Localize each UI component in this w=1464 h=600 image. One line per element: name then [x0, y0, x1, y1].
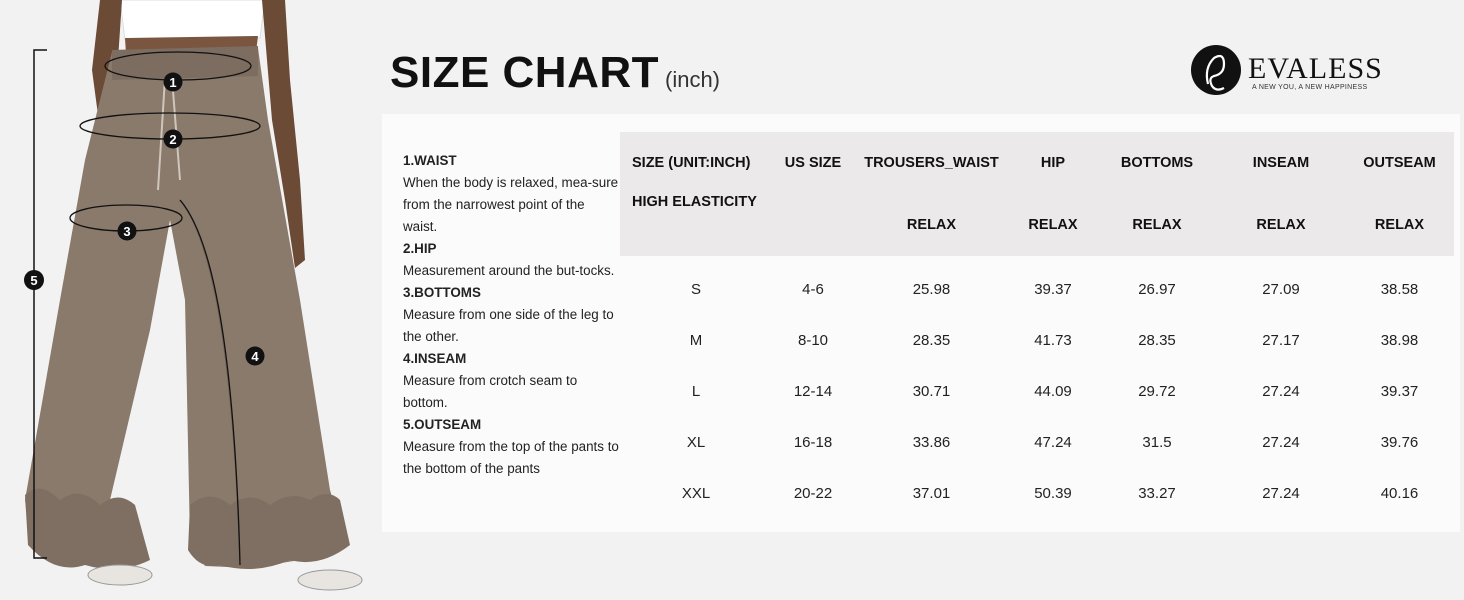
cell-size: L [620, 366, 772, 417]
cell-outseam: 39.76 [1345, 417, 1454, 468]
subheader-outseam: RELAX [1345, 194, 1454, 256]
cell-bottoms: 31.5 [1097, 417, 1217, 468]
cell-us-size: 8-10 [772, 315, 854, 366]
brand-name: EVALESS [1248, 52, 1383, 85]
subheader-waist: RELAX [854, 194, 1009, 256]
cell-bottoms: 28.35 [1097, 315, 1217, 366]
table-row [620, 264, 1454, 315]
cell-hip: 47.24 [1009, 417, 1097, 468]
table-body [620, 256, 1454, 519]
cell-inseam: 27.24 [1217, 417, 1345, 468]
page-title [390, 48, 720, 98]
product-photo [0, 0, 380, 600]
marker-3 [118, 222, 137, 241]
cell-hip: 44.09 [1009, 366, 1097, 417]
cell-trousers-waist: 30.71 [854, 366, 1009, 417]
guide-item-bottoms [403, 282, 621, 348]
header-size: SIZE (UNIT:INCH) [620, 132, 772, 194]
left-sandal [88, 565, 152, 585]
guide-text: Measure from crotch seam to bottom. [403, 373, 578, 410]
cell-size: XXL [620, 468, 772, 519]
cell-outseam: 38.58 [1345, 264, 1454, 315]
table-row [620, 468, 1454, 519]
cell-bottoms: 33.27 [1097, 468, 1217, 519]
svg-text:2: 2 [169, 132, 177, 147]
cell-hip: 50.39 [1009, 468, 1097, 519]
guide-heading: 1.WAIST [403, 153, 457, 168]
table-header-row [620, 132, 1454, 194]
marker-1 [164, 73, 183, 92]
guide-item-hip [403, 238, 621, 282]
cell-size: XL [620, 417, 772, 468]
guide-text: Measure from the top of the pants to the bottom of the pants [403, 439, 619, 476]
header-inseam: INSEAM [1217, 132, 1345, 194]
cell-inseam: 27.17 [1217, 315, 1345, 366]
guide-heading: 5.OUTSEAM [403, 417, 482, 432]
svg-text:4: 4 [251, 349, 259, 364]
cell-us-size: 12-14 [772, 366, 854, 417]
cell-outseam: 39.37 [1345, 366, 1454, 417]
guide-item-inseam [403, 348, 621, 414]
guide-item-waist [403, 150, 621, 238]
crop-top [120, 0, 265, 40]
cell-outseam: 40.16 [1345, 468, 1454, 519]
svg-text:1: 1 [169, 75, 177, 90]
brand-monogram-icon [1190, 42, 1246, 98]
guide-heading: 2.HIP [403, 241, 437, 256]
header-hip: HIP [1009, 132, 1097, 194]
guide-text: Measure from one side of the leg to the other. [403, 307, 614, 344]
marker-4 [246, 347, 265, 366]
cell-inseam: 27.24 [1217, 366, 1345, 417]
size-table [620, 132, 1454, 519]
subheader-elasticity: HIGH ELASTICITY [620, 194, 772, 256]
marker-2 [164, 130, 183, 149]
brand-logo [1190, 42, 1390, 102]
guide-heading: 3.BOTTOMS [403, 285, 481, 300]
title-unit: (inch) [665, 67, 721, 92]
title-main: SIZE CHART [390, 48, 659, 97]
guide-heading: 4.INSEAM [403, 351, 467, 366]
subheader-us-size [772, 194, 854, 256]
subheader-bottoms: RELAX [1097, 194, 1217, 256]
right-sandal [298, 570, 362, 590]
cell-size: M [620, 315, 772, 366]
table-row [620, 315, 1454, 366]
cell-outseam: 38.98 [1345, 315, 1454, 366]
cell-us-size: 4-6 [772, 264, 854, 315]
brand-tagline: A NEW YOU, A NEW HAPPINESS [1252, 84, 1368, 91]
marker-5 [24, 270, 44, 290]
cell-inseam: 27.24 [1217, 468, 1345, 519]
subheader-inseam: RELAX [1217, 194, 1345, 256]
cell-trousers-waist: 33.86 [854, 417, 1009, 468]
svg-text:3: 3 [123, 224, 131, 239]
table-subheader-row [620, 194, 1454, 256]
guide-text: When the body is relaxed, mea-sure from the narrowest point of the waist. [403, 175, 619, 234]
table-row [620, 366, 1454, 417]
cell-trousers-waist: 25.98 [854, 264, 1009, 315]
cell-hip: 41.73 [1009, 315, 1097, 366]
header-trousers-waist: TROUSERS_WAIST [854, 132, 1009, 194]
header-outseam: OUTSEAM [1345, 132, 1454, 194]
guide-text: Measurement around the but-tocks. [403, 263, 615, 278]
cell-trousers-waist: 28.35 [854, 315, 1009, 366]
cell-trousers-waist: 37.01 [854, 468, 1009, 519]
cell-us-size: 16-18 [772, 417, 854, 468]
pants [25, 48, 345, 568]
header-bottoms: BOTTOMS [1097, 132, 1217, 194]
table-row [620, 417, 1454, 468]
cell-hip: 39.37 [1009, 264, 1097, 315]
cell-bottoms: 29.72 [1097, 366, 1217, 417]
guide-item-outseam [403, 414, 621, 480]
cell-size: S [620, 264, 772, 315]
svg-text:5: 5 [30, 273, 38, 288]
right-ruffle [188, 494, 350, 569]
cell-bottoms: 26.97 [1097, 264, 1217, 315]
left-ruffle [25, 489, 150, 569]
cell-us-size: 20-22 [772, 468, 854, 519]
measurement-guide [403, 150, 621, 480]
header-us-size: US SIZE [772, 132, 854, 194]
subheader-hip: RELAX [1009, 194, 1097, 256]
cell-inseam: 27.09 [1217, 264, 1345, 315]
